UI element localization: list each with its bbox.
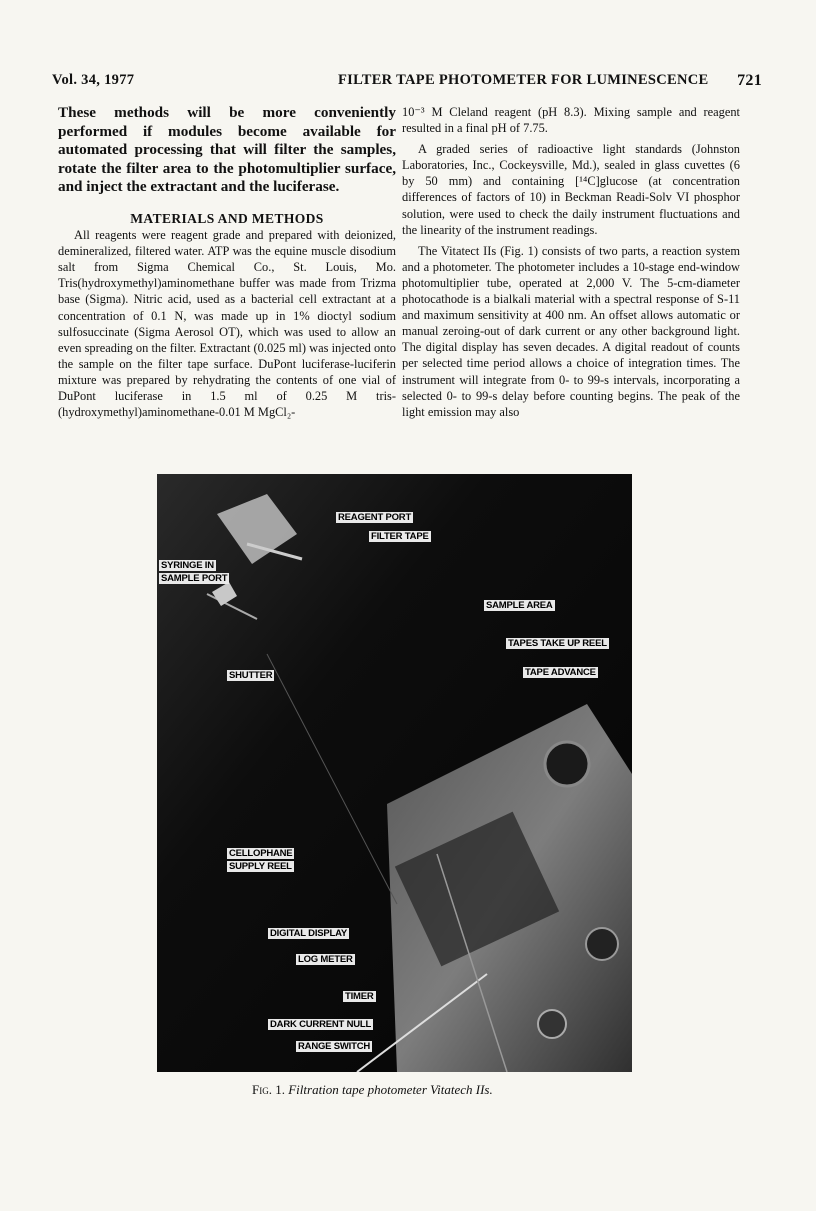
label-cellophane: CELLOPHANE [229, 848, 293, 859]
caption-prefix: Fig. 1. [252, 1082, 285, 1097]
running-header [52, 72, 762, 92]
section-heading: MATERIALS AND METHODS [130, 210, 324, 226]
page-number: 721 [737, 72, 762, 89]
photometer-photo [157, 474, 632, 1072]
label-supply-reel: SUPPLY REEL [229, 861, 292, 872]
label-reagent-port: REAGENT PORT [338, 512, 412, 523]
running-title: FILTER TAPE PHOTOMETER FOR LUMINESCENCE [338, 72, 709, 88]
label-tapes-take-up-reel: TAPES TAKE UP REEL [508, 638, 607, 649]
vitatect-paragraph: The Vitatect IIs (Fig. 1) consists of two parts, a reaction system and a photometer. The photometer includes a 10-stage end-window photomultiplier tube, operated at 2,000 V. The 5-cm-diameter photocathode is a bialkali material with a spectral response of S-11 and maximum sensitivity at 400 nm. An offset allows automatic or manual zeroing-out of dark current or any other background light. The digital display has seven decades. A digital readout of counts per selected time period allows a choice of integration times. The instrument will integrate from 0- to 99-s intervals, incorporating a selected 0- to 99-s delay before counting begins. The peak of the light emission may also [402, 243, 740, 419]
label-syringe-in: SYRINGE IN [161, 560, 214, 571]
lead-paragraph: These methods will be more conveniently performed if modules become available for automated processing that will filter the samples, rotate the filter area to the photomultiplier surface, and inject the extractant and the luciferase. [58, 104, 396, 196]
figure-photograph [157, 474, 632, 1072]
label-filter-tape: FILTER TAPE [371, 531, 429, 542]
right-column [402, 104, 740, 420]
label-tape-advance: TAPE ADVANCE [525, 667, 596, 678]
label-timer: TIMER [345, 991, 374, 1002]
take-up-reel [545, 742, 589, 786]
range-knob [586, 928, 618, 960]
label-sample-port: SAMPLE PORT [161, 573, 228, 584]
label-dark-current-null: DARK CURRENT NULL [270, 1019, 372, 1030]
left-column [58, 104, 396, 420]
label-sample-area: SAMPLE AREA [486, 600, 553, 611]
label-shutter: SHUTTER [229, 670, 273, 681]
figure-caption [252, 1082, 493, 1098]
volume-year: Vol. 34, 1977 [52, 72, 135, 88]
label-log-meter: LOG METER [298, 954, 353, 965]
cleland-paragraph: 10⁻³ M Cleland reagent (pH 8.3). Mixing sample and reagent resulted in a final pH of 7.75. [402, 105, 740, 136]
label-range-switch: RANGE SWITCH [298, 1041, 371, 1052]
materials-paragraph: All reagents were reagent grade and prepared with deionized, demineralized, filtered water. ATP was the equine muscle disodium salt from Sigma Chemical Co., St. Louis, Mo. Tris(hydroxymethyl)aminomethane buffer was made from Trizma base (Sigma). Nitric acid, used as a bacterial cell extractant at a concentration of 0.1 N, was made up in 1% dioctyl sodium sulfosuccinate (Sigma Aerosol OT), which was used to allow an even spreading on the filter. Extractant (0.025 ml) was injected onto the sample on the filter tape surface. DuPont luciferase-luciferin mixture was prepared by rehydrating the contents of one vial of DuPont luciferase in 1.5 ml of 0.25 M tris-(hydroxymethyl)aminomethane-0.01 M MgCl₂- [58, 228, 396, 420]
label-digital-display: DIGITAL DISPLAY [270, 928, 348, 939]
light-standards-paragraph: A graded series of radioactive light standards (Johnston Laboratories, Inc., Cockeysville, Md.), sealed in glass cuvettes (6 by 50 mm) and containing [¹⁴C]glucose (at concentration differences of factors of 10) in Beckman Readi-Solv VI phosphor solution, were used to check the daily instrument fluctuations and the linearity of the instrument readings. [402, 142, 740, 237]
caption-text: Filtration tape photometer Vitatech IIs. [288, 1082, 493, 1097]
